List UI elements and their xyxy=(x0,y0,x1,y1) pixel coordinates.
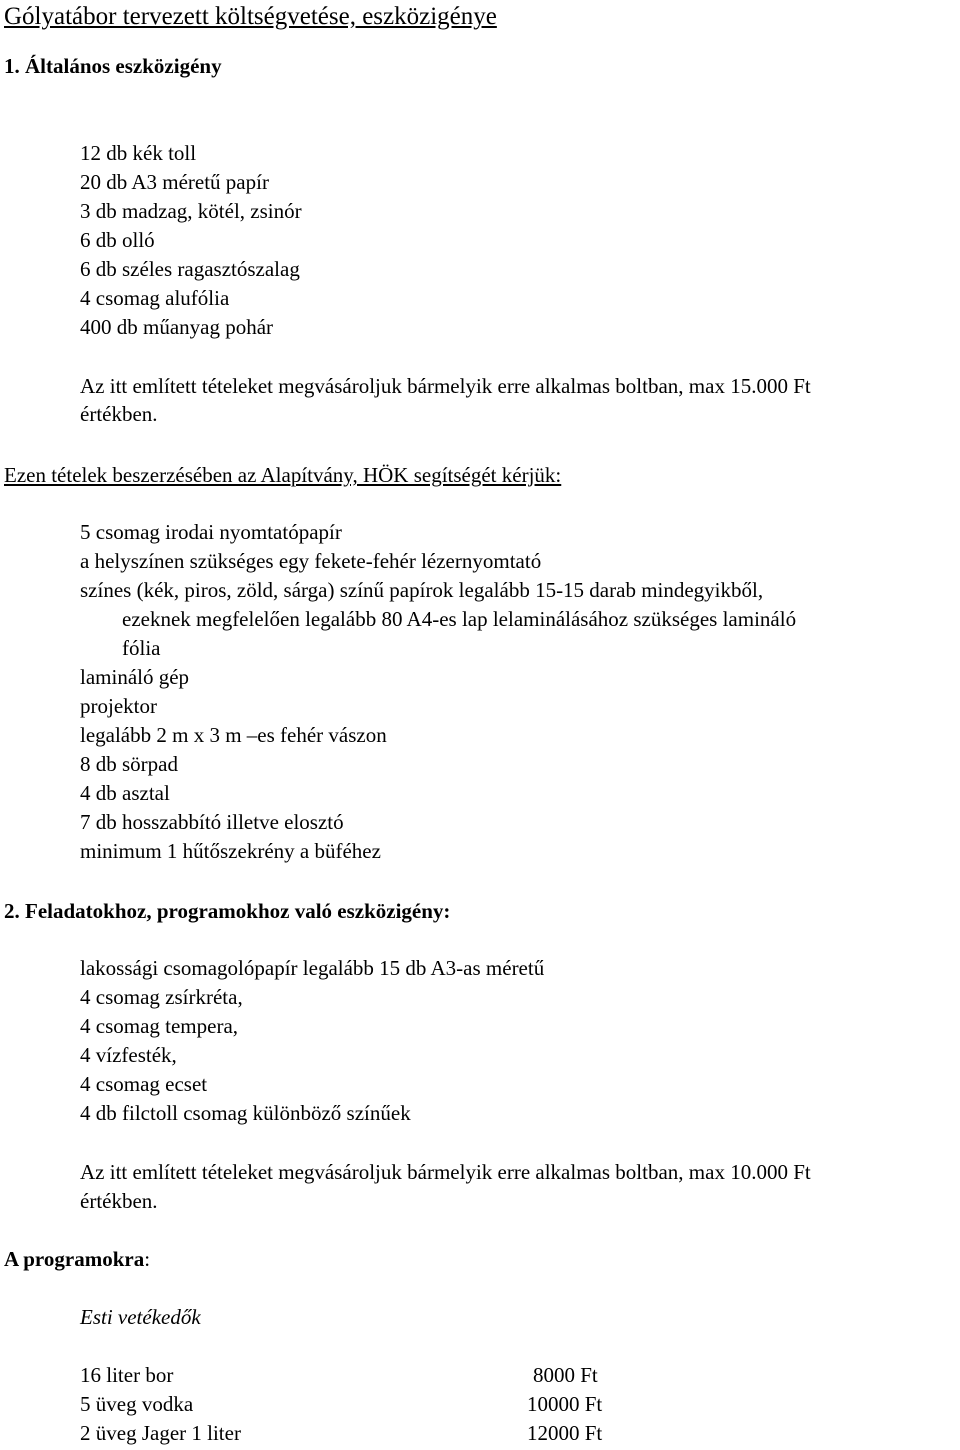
list-item: 4 csomag alufólia xyxy=(80,286,230,310)
programs-subheading: Esti vetékedők xyxy=(80,1305,201,1329)
document-title: Gólyatábor tervezett költségvetése, eszközigénye xyxy=(4,3,497,30)
table-cell-item: 16 liter bor xyxy=(80,1363,174,1387)
list-item: 4 db asztal xyxy=(80,781,170,805)
list-item: 6 db olló xyxy=(80,228,155,252)
list-item: 8 db sörpad xyxy=(80,752,178,776)
section-1-heading: 1. Általános eszközigény xyxy=(4,54,222,78)
list-item: 4 db filctoll csomag különböző színűek xyxy=(80,1101,411,1125)
list-item: 4 vízfesték, xyxy=(80,1043,177,1067)
list-item-continuation: fólia xyxy=(122,636,161,660)
list-item: 12 db kék toll xyxy=(80,141,197,165)
list-item: lakossági csomagolópapír legalább 15 db A3-as méretű xyxy=(80,956,545,980)
list-item: a helyszínen szükséges egy fekete-fehér lézernyomtató xyxy=(80,549,542,573)
table-cell-price: 10000 Ft xyxy=(527,1392,603,1416)
programs-heading-colon: : xyxy=(144,1247,151,1271)
list-item: lamináló gép xyxy=(80,665,190,689)
list-item: 4 csomag tempera, xyxy=(80,1014,239,1038)
table-cell-item: 2 üveg Jager 1 liter xyxy=(80,1421,241,1445)
programs-heading-text: A programokra xyxy=(4,1247,145,1271)
list-item-continuation: ezeknek megfelelően legalább 80 A4-es lap lelaminálásához szükséges lamináló xyxy=(122,607,797,631)
table-cell-price: 12000 Ft xyxy=(527,1421,603,1445)
list-item: 4 csomag ecset xyxy=(80,1072,208,1096)
list-item: legalább 2 m x 3 m –es fehér vászon xyxy=(80,723,387,747)
table-cell-item: 5 üveg vodka xyxy=(80,1392,194,1416)
budget-note-line: Az itt említett tételeket megvásároljuk bármelyik erre alkalmas boltban, max 10.000 Ft xyxy=(80,1160,811,1184)
foundation-heading: Ezen tételek beszerzésében az Alapítvány, HÖK segítségét kérjük: xyxy=(4,463,562,487)
list-item: 400 db műanyag pohár xyxy=(80,315,274,339)
budget-note-line: Az itt említett tételeket megvásároljuk bármelyik erre alkalmas boltban, max 15.000 Ft xyxy=(80,374,811,398)
list-item: 20 db A3 méretű papír xyxy=(80,170,269,194)
list-item: 7 db hosszabbító illetve elosztó xyxy=(80,810,344,834)
list-item: minimum 1 hűtőszekrény a büféhez xyxy=(80,839,381,863)
list-item: 4 csomag zsírkréta, xyxy=(80,985,243,1009)
budget-note-line: értékben. xyxy=(80,1189,158,1213)
budget-note-line: értékben. xyxy=(80,402,158,426)
list-item: projektor xyxy=(80,694,157,718)
table-cell-price: 8000 Ft xyxy=(533,1363,598,1387)
section-2-heading: 2. Feladatokhoz, programokhoz való eszközigény: xyxy=(4,899,451,923)
list-item: 5 csomag irodai nyomtatópapír xyxy=(80,520,342,544)
list-item: 6 db széles ragasztószalag xyxy=(80,257,300,281)
list-item: 3 db madzag, kötél, zsinór xyxy=(80,199,302,223)
list-item: színes (kék, piros, zöld, sárga) színű papírok legalább 15-15 darab mindegyikből, xyxy=(80,578,764,602)
programs-heading xyxy=(4,1249,150,1270)
